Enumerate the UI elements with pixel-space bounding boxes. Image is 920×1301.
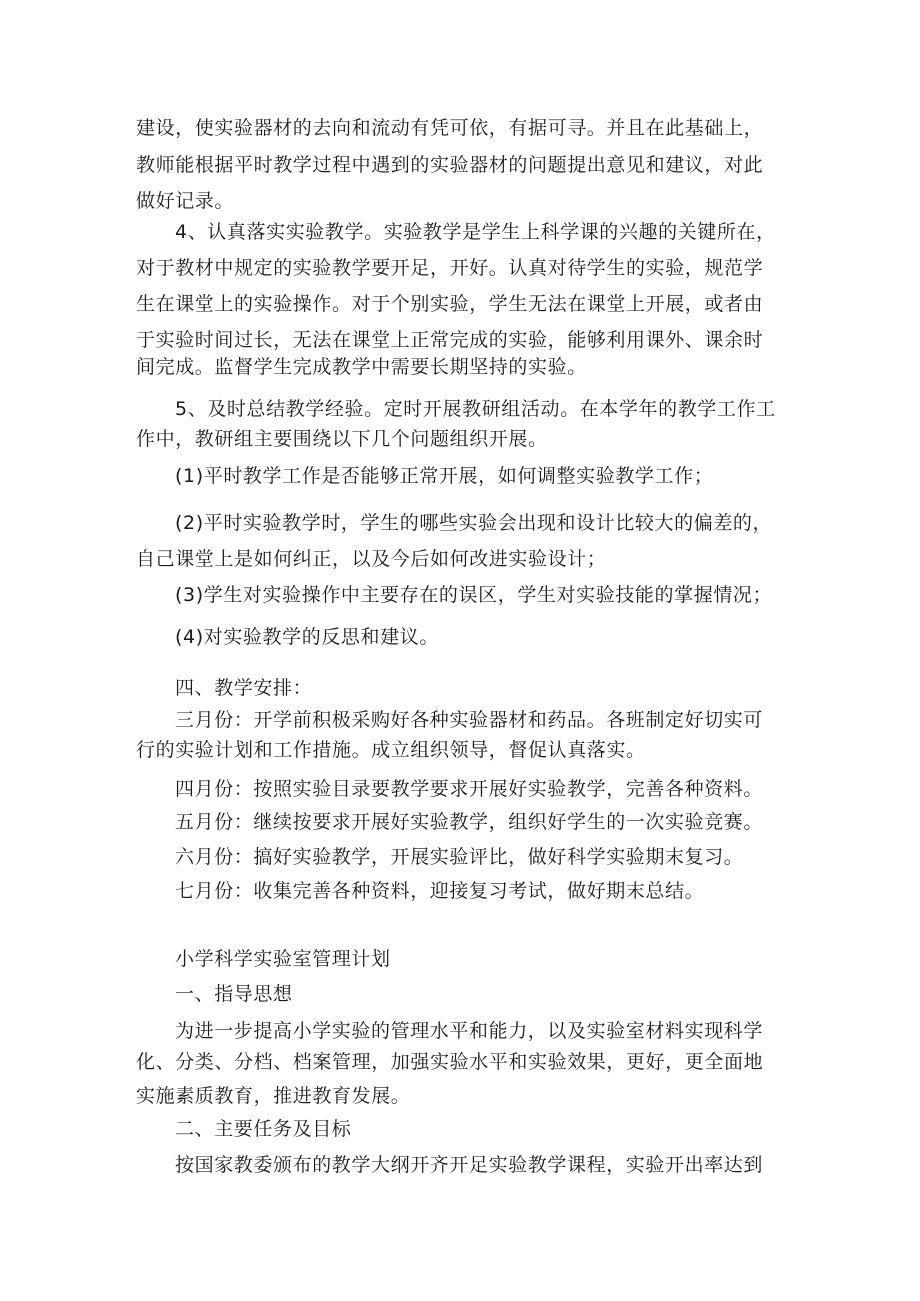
- section-heading: 四、教学安排：: [175, 677, 313, 699]
- paragraph-line: 5、及时总结教学经验。定时开展教研组活动。在本学年的教学工作工: [175, 398, 776, 420]
- section-heading: 二、主要任务及目标: [175, 1118, 352, 1140]
- list-item: (3)学生对实验操作中主要存在的误区，学生对实验技能的掌握情况；: [175, 584, 773, 606]
- paragraph-line: 四月份：按照实验目录要教学要求开展好实验教学，完善各种资料。: [175, 778, 764, 800]
- paragraph-line: 六月份：搞好实验教学，开展实验评比，做好科学实验期末复习。: [175, 846, 744, 868]
- paragraph-line: 为进一步提高小学实验的管理水平和能力，以及实验室材料实现科学: [175, 1020, 764, 1042]
- paragraph-line: 自己课堂上是如何纠正，以及今后如何改进实验设计；: [136, 548, 607, 570]
- document-title: 小学科学实验室管理计划: [175, 948, 391, 970]
- paragraph-line: 化、分类、分档、档案管理，加强实验水平和实验效果，更好，更全面地: [136, 1051, 764, 1073]
- list-item: (2)平时实验教学时，学生的哪些实验会出现和设计比较大的偏差的，: [175, 512, 773, 534]
- section-heading: 一、指导思想: [175, 983, 293, 1005]
- paragraph-line: 于实验时间过长，无法在课堂上正常完成的实验，能够利用课外、课余时: [136, 329, 764, 351]
- paragraph-line: 作中，教研组主要围绕以下几个问题组织开展。: [136, 428, 548, 450]
- paragraph-line: 五月份：继续按要求开展好实验教学，组织好学生的一次实验竞赛。: [175, 811, 764, 833]
- list-item: (1)平时教学工作是否能够正常开展，如何调整实验教学工作；: [175, 465, 714, 487]
- paragraph-line: 七月份：收集完善各种资料，迎接复习考试，做好期末总结。: [175, 880, 705, 902]
- paragraph-line: 教师能根据平时教学过程中遇到的实验器材的问题提出意见和建议，对此: [136, 154, 764, 176]
- paragraph-line: 按国家教委颁布的教学大纲开齐开足实验教学课程，实验开出率达到: [175, 1154, 764, 1176]
- paragraph-line: 行的实验计划和工作措施。成立组织领导，督促认真落实。: [136, 739, 646, 761]
- paragraph-line: 三月份：开学前积极采购好各种实验器材和药品。各班制定好切实可: [175, 709, 764, 731]
- paragraph-line: 做好记录。: [136, 190, 235, 212]
- paragraph-line: 生在课堂上的实验操作。对于个别实验，学生无法在课堂上开展，或者由: [136, 293, 764, 315]
- paragraph-line: 间完成。监督学生完成教学中需要长期坚持的实验。: [136, 356, 587, 378]
- paragraph-line: 4、认真落实实验教学。实验教学是学生上科学课的兴趣的关键所在，: [175, 221, 776, 243]
- paragraph-line: 建设，使实验器材的去向和流动有凭可依，有据可寻。并且在此基础上，: [136, 117, 764, 139]
- paragraph-line: 对于教材中规定的实验教学要开足，开好。认真对待学生的实验，规范学: [136, 257, 764, 279]
- list-item: (4)对实验教学的反思和建议。: [175, 626, 439, 648]
- paragraph-line: 实施素质教育，推进教育发展。: [136, 1085, 411, 1107]
